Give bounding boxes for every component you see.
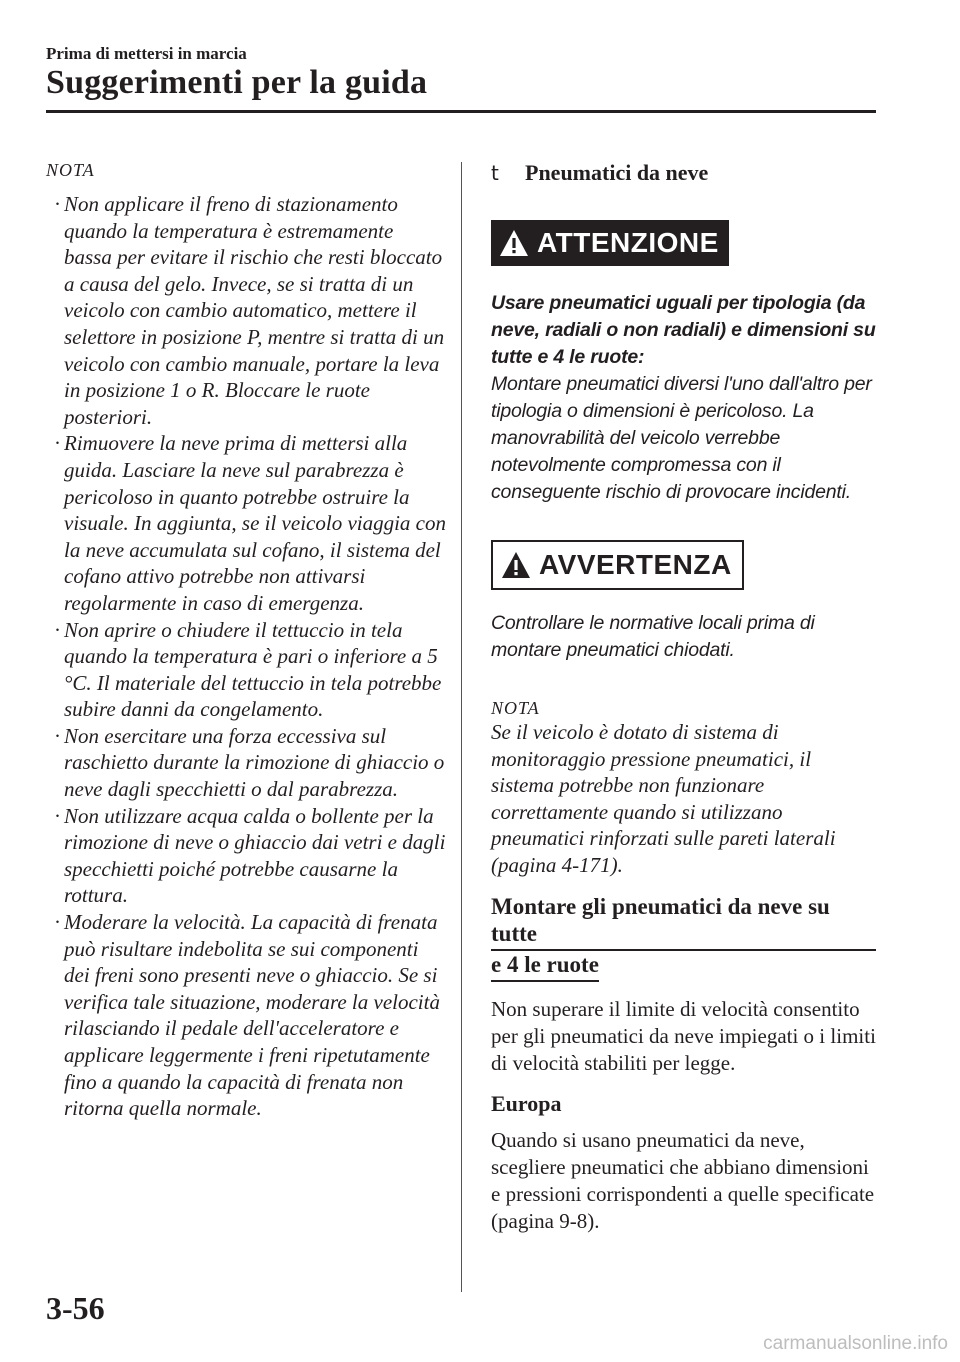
attenzione-badge [491, 220, 729, 266]
list-item [46, 430, 446, 616]
attenzione-label: ATTENZIONE [537, 227, 719, 258]
section-title: Pneumatici da neve [525, 160, 709, 185]
right-column [491, 160, 876, 1235]
europa-text: Quando si usano pneumatici da neve, scegliere pneumatici che abbiano dimensioni e pressioni corrispondenti a quelle specificate (pagina 9-8). [491, 1127, 875, 1233]
page-title: Suggerimenti per la guida [46, 64, 428, 101]
bullet-dot: · [54, 431, 61, 456]
nota-text: Se il veicolo è dotato di sistema di monitoraggio pressione pneumatici, il sistema potrebbe non funzionare correttamente quando si utilizzano pneumatici rinforzati sulle pareti laterali (pagina 4-171). [491, 720, 836, 877]
bullet-dot: · [54, 192, 61, 216]
left-column [46, 160, 446, 1122]
list-item [46, 191, 446, 430]
warning-triangle-icon [499, 229, 529, 257]
nota-bullet-list [46, 191, 446, 1122]
list-item [46, 909, 446, 1122]
subheading-snow-tires [491, 893, 876, 982]
bullet-text: Non applicare il freno di stazionamento quando la temperatura è estremamente bassa per evitare il rischio che resti bloccato a causa del gelo. Invece, se si tratta di un veicolo con cambio automatico, mettere il selettore in posizione P, mentre si tratta di un veicolo con cambio manuale, portare la leva in posizione 1 o R. Bloccare le ruote posteriori. [64, 192, 445, 429]
bullet-dot: · [54, 723, 61, 748]
section-heading [491, 160, 876, 186]
watermark: carmanualsonline.info [763, 1333, 948, 1354]
avvertenza-label: AVVERTENZA [539, 549, 732, 580]
bullet-text: Non esercitare una forza eccessiva sul raschietto durante la rimozione di ghiaccio o neve dagli specchietti o dal parabrezza. [64, 723, 445, 802]
attenzione-block [491, 220, 876, 506]
attenzione-bold-text: Usare pneumatici uguali per tipologia (da neve, radiali o non radiali) e dimensioni su tutte e 4 le ruote: [491, 292, 876, 368]
nota-label: NOTA [491, 698, 540, 718]
nota-block [491, 698, 876, 879]
subheading-line-2: e 4 le ruote [491, 951, 599, 982]
speed-limit-text: Non superare il limite di velocità consentito per gli pneumatici da neve impiegati o i limiti di velocità stabiliti per legge. [491, 996, 876, 1075]
bullet-text: Non utilizzare acqua calda o bollente per la rimozione di neve o ghiaccio dai vetri e dagli specchietti poiché potrebbe causarne la rottura. [64, 803, 446, 908]
nota-label: NOTA [46, 160, 95, 180]
bullet-dot: · [54, 617, 61, 642]
subheading-line-1: Montare gli pneumatici da neve su tutte [491, 893, 876, 951]
section-marker: t [491, 161, 499, 185]
bullet-dot: · [54, 803, 61, 828]
bullet-text: Non aprire o chiudere il tettuccio in tela quando la temperatura è pari o inferiore a 5 °C. Il materiale del tettuccio in tela potrebbe subire danni da congelamento. [64, 617, 442, 722]
bullet-dot: · [54, 910, 61, 935]
avvertenza-block [491, 540, 876, 664]
avvertenza-text: Controllare le normative locali prima di montare pneumatici chiodati. [491, 612, 815, 661]
warning-triangle-icon [501, 551, 531, 579]
list-item [46, 617, 446, 723]
column-divider [461, 162, 462, 1292]
bullet-text: Moderare la velocità. La capacità di frenata può risultare indebolita se sui componenti dei freni sono presenti neve o ghiaccio. Se si verifica tale situazione, moderare la velocità rilasciando il pedale dell'acceleratore e applicare leggermente i freni ripetutamente fino a quando la capacità di frenata non ritorna quella normale. [64, 910, 440, 1121]
page-number: 3-56 [46, 1290, 105, 1326]
avvertenza-badge [491, 540, 744, 590]
attenzione-text: Montare pneumatici diversi l'uno dall'altro per tipologia o dimensioni è pericoloso. La manovrabilità del veicolo verrebbe notevolmente compromessa con il conseguente rischio di provocare incidenti. [491, 373, 872, 503]
bullet-text: Rimuovere la neve prima di mettersi alla guida. Lasciare la neve sul parabrezza è pericoloso in quanto potrebbe ostruire la visuale. In aggiunta, se il veicolo viaggia con la neve accumulata sul cofano, il sistema del cofano attivo potrebbe non attivarsi regolarmente in caso di emergenza. [64, 431, 446, 615]
breadcrumb: Prima di mettersi in marcia [46, 44, 247, 63]
title-rule [46, 110, 876, 113]
europa-heading: Europa [491, 1090, 562, 1116]
list-item [46, 803, 446, 909]
list-item [46, 723, 446, 803]
